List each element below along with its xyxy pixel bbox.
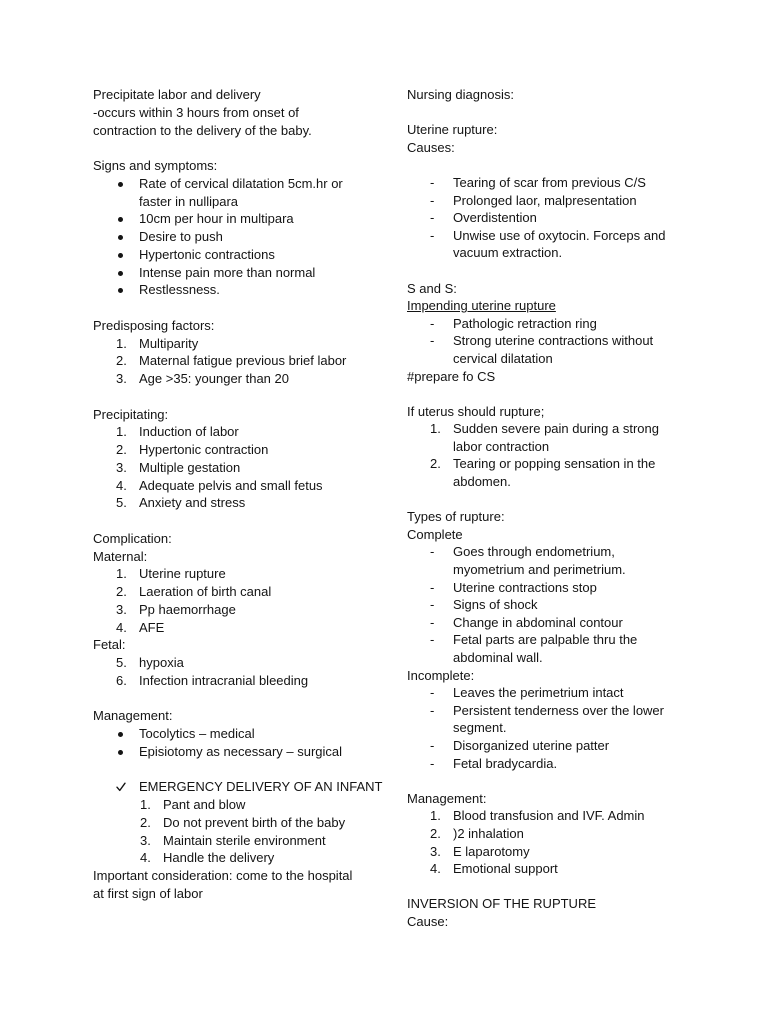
list-number: 3.	[116, 601, 127, 617]
list-number: 1.	[430, 808, 441, 824]
list-item-text: Fetal parts are palpable thru the abdominal wall.	[453, 632, 638, 665]
list-number: 1.	[430, 421, 441, 437]
dash-marker: -	[430, 632, 435, 648]
list-item	[407, 631, 737, 666]
list-item-text: Strong uterine contractions without cervical dilatation	[453, 333, 654, 366]
list-item	[93, 335, 393, 353]
list-item	[93, 849, 393, 867]
dash-marker: -	[430, 685, 435, 701]
bullet-icon	[118, 217, 123, 222]
dash-marker: -	[430, 702, 435, 718]
list-number: 3.	[116, 459, 127, 475]
signs-section	[93, 157, 393, 299]
list-item	[407, 315, 737, 333]
list-item	[407, 737, 737, 755]
list-item	[93, 228, 393, 246]
list-item	[93, 441, 393, 459]
list-item	[407, 455, 737, 490]
complication-heading: Complication:	[93, 530, 172, 546]
list-item	[407, 192, 737, 210]
list-item-text: Change in abdominal contour	[453, 614, 623, 630]
dash-marker: -	[430, 737, 435, 753]
types-section	[407, 508, 737, 772]
list-item	[93, 583, 393, 601]
list-item	[93, 210, 393, 228]
list-item-text: Multiparity	[139, 335, 199, 351]
list-item-text: Signs of shock	[453, 597, 538, 613]
list-item	[407, 860, 737, 878]
list-item-text: Age >35: younger than 20	[139, 371, 289, 386]
list-item-text: Tocolytics – medical	[139, 726, 255, 741]
impending-rupture-label: Impending uterine rupture	[407, 298, 556, 314]
list-item	[93, 672, 393, 690]
list-number: 4.	[116, 477, 127, 493]
definition-text: -occurs within 3 hours from onset of contraction to the delivery of the baby.	[93, 104, 312, 138]
bullet-icon	[118, 253, 123, 258]
list-item-text: Fetal bradycardia.	[453, 755, 558, 771]
dash-marker: -	[430, 192, 435, 208]
uterine-rupture-title: Uterine rupture:	[407, 122, 498, 138]
list-item-text: AFE	[139, 619, 165, 635]
precipitating-heading: Precipitating:	[93, 406, 169, 422]
list-item	[93, 796, 393, 814]
dash-marker: -	[430, 544, 435, 560]
dash-marker: -	[430, 174, 435, 190]
list-item-text: E laparotomy	[453, 843, 530, 859]
dash-marker: -	[430, 614, 435, 630]
list-item	[93, 352, 393, 370]
list-number: 6.	[116, 672, 127, 688]
list-item-text: Disorganized uterine patter	[453, 737, 610, 753]
dash-marker: -	[430, 315, 435, 331]
predisposing-heading: Predisposing factors:	[93, 317, 215, 333]
list-number: 3.	[430, 843, 441, 859]
dash-marker: -	[430, 755, 435, 771]
list-item	[407, 420, 737, 455]
list-item-text: Anxiety and stress	[139, 495, 246, 511]
list-item-text: Blood transfusion and IVF. Admin	[453, 808, 645, 824]
list-item	[407, 702, 737, 737]
list-item	[93, 654, 393, 672]
list-item-text: Maternal fatigue previous brief labor	[139, 353, 347, 369]
right-management-section	[407, 790, 737, 878]
list-number: 4.	[140, 850, 151, 866]
list-item-text: Intense pain more than normal	[139, 264, 316, 280]
list-item-text: Pathologic retraction ring	[453, 315, 597, 331]
dash-marker: -	[430, 579, 435, 595]
if-rupture-heading: If uterus should rupture;	[407, 403, 545, 419]
list-item	[93, 565, 393, 583]
incomplete-label: Incomplete:	[407, 667, 475, 683]
bullet-icon	[118, 732, 123, 737]
list-item-text: Laeration of birth canal	[139, 584, 272, 599]
list-item-text: Multiple gestation	[139, 459, 241, 475]
list-item	[407, 807, 737, 825]
list-item	[93, 494, 393, 512]
list-item	[407, 332, 737, 367]
list-item-text: Persistent tenderness over the lower segment.	[453, 702, 664, 736]
list-number: 5.	[116, 655, 127, 670]
list-item	[93, 459, 393, 477]
left-column	[93, 86, 393, 903]
inversion-section	[407, 895, 737, 930]
uterine-rupture-section	[407, 121, 737, 262]
signs-heading: Signs and symptoms:	[93, 158, 218, 173]
section-title: Precipitate labor and delivery	[93, 87, 261, 102]
list-item-text: Tearing of scar from previous C/S	[453, 174, 646, 190]
list-item	[407, 825, 737, 843]
list-number: 4.	[430, 861, 441, 877]
list-item	[407, 579, 737, 597]
bullet-icon	[118, 271, 123, 276]
nursing-diagnosis-heading: Nursing diagnosis:	[407, 87, 514, 102]
emergency-section	[93, 778, 393, 902]
list-number: 3.	[116, 371, 127, 386]
list-item-text: Infection intracranial bleeding	[139, 672, 309, 688]
list-item-text: Pant and blow	[163, 797, 246, 812]
important-note: Important consideration: come to the hospital at first sign of labor	[93, 868, 353, 901]
list-item-text: Hypertonic contraction	[139, 442, 269, 457]
list-item	[407, 614, 737, 632]
list-item-text: Pp haemorrhage	[139, 601, 236, 617]
list-item-text: Emotional support	[453, 861, 558, 877]
list-item	[93, 725, 393, 743]
list-number: 2.	[430, 825, 441, 841]
bullet-icon	[118, 235, 123, 240]
maternal-label: Maternal:	[93, 548, 148, 564]
list-item-text: Adequate pelvis and small fetus	[139, 477, 323, 493]
list-item-text: Hypertonic contractions	[139, 246, 275, 262]
list-item	[407, 843, 737, 861]
list-number: 4.	[116, 619, 127, 635]
s-and-s-section	[407, 280, 737, 386]
bullet-icon	[118, 182, 123, 187]
list-item-text: Leaves the perimetrium intact	[453, 685, 624, 701]
list-item	[407, 543, 737, 578]
list-item	[407, 684, 737, 702]
dash-marker: -	[430, 227, 435, 243]
list-item	[407, 227, 737, 262]
list-item-text: Induction of labor	[139, 424, 239, 440]
emergency-heading-row	[93, 778, 393, 796]
if-rupture-section	[407, 403, 737, 491]
list-item-text: Desire to push	[139, 229, 223, 244]
list-item	[93, 743, 393, 761]
emergency-heading: EMERGENCY DELIVERY OF AN INFANT	[139, 779, 383, 795]
list-item	[407, 174, 737, 192]
management-section	[93, 707, 393, 760]
dash-marker: -	[430, 333, 435, 349]
list-item	[93, 619, 393, 637]
management-heading: Management:	[93, 708, 173, 724]
predisposing-section	[93, 317, 393, 388]
list-number: 2.	[140, 814, 151, 830]
list-item-text: 10cm per hour in multipara	[139, 211, 294, 227]
list-item	[93, 264, 393, 282]
list-item-text: Handle the delivery	[163, 850, 275, 866]
list-number: 3.	[140, 832, 151, 848]
list-item	[93, 175, 393, 211]
list-number: 1.	[116, 335, 127, 351]
list-item-text: Tearing or popping sensation in the abdomen.	[453, 456, 656, 490]
inversion-heading: INVERSION OF THE RUPTURE	[407, 896, 597, 912]
list-item-text: hypoxia	[139, 655, 184, 670]
dash-marker: -	[430, 597, 435, 613]
list-number: 2.	[116, 442, 127, 457]
list-item-text: Uterine contractions stop	[453, 579, 597, 595]
list-item	[93, 281, 393, 299]
list-item	[93, 246, 393, 264]
list-item-text: Goes through endometrium, myometrium and perimetrium.	[453, 544, 626, 578]
list-item-text: Episiotomy as necessary – surgical	[139, 743, 343, 759]
list-item-text: Unwise use of oxytocin. Forceps and vacuum extraction.	[453, 227, 666, 261]
right-column	[407, 86, 737, 931]
list-item	[93, 601, 393, 619]
list-number: 1.	[140, 797, 151, 812]
causes-label: Causes:	[407, 139, 455, 155]
list-item	[93, 423, 393, 441]
list-item	[93, 832, 393, 850]
prepare-note: #prepare fo CS	[407, 368, 496, 384]
bullet-icon	[118, 288, 123, 293]
s-and-s-heading: S and S:	[407, 280, 457, 296]
list-item-text: Restlessness.	[139, 282, 220, 298]
list-number: 2.	[116, 353, 127, 369]
list-item	[93, 370, 393, 388]
dash-marker: -	[430, 210, 435, 226]
list-item-text: Prolonged laor, malpresentation	[453, 192, 637, 208]
causes-list	[407, 174, 737, 262]
cause-label: Cause:	[407, 913, 449, 929]
complication-section	[93, 530, 393, 690]
fetal-label: Fetal:	[93, 637, 126, 653]
list-item-text: )2 inhalation	[453, 825, 524, 841]
types-heading: Types of rupture:	[407, 509, 505, 525]
checkmark-icon	[116, 782, 126, 792]
list-item-text: Maintain sterile environment	[163, 832, 326, 848]
list-item	[407, 755, 737, 773]
list-number: 1.	[116, 424, 127, 440]
list-number: 2.	[116, 584, 127, 599]
precipitating-section	[93, 406, 393, 513]
complete-label: Complete	[407, 526, 463, 542]
list-item-text: Uterine rupture	[139, 566, 226, 582]
list-item-text: Do not prevent birth of the baby	[163, 814, 346, 830]
list-number: 1.	[116, 566, 127, 582]
list-number: 5.	[116, 495, 127, 511]
list-item	[93, 814, 393, 832]
list-item-text: Overdistention	[453, 210, 537, 226]
bullet-icon	[118, 750, 123, 755]
list-item	[93, 477, 393, 495]
list-item-text: Rate of cervical dilatation 5cm.hr or faster in nullipara	[139, 175, 343, 209]
list-number: 2.	[430, 456, 441, 472]
list-item	[407, 596, 737, 614]
management-heading: Management:	[407, 790, 487, 806]
list-item	[407, 209, 737, 227]
list-item-text: Sudden severe pain during a strong labor contraction	[453, 421, 659, 454]
